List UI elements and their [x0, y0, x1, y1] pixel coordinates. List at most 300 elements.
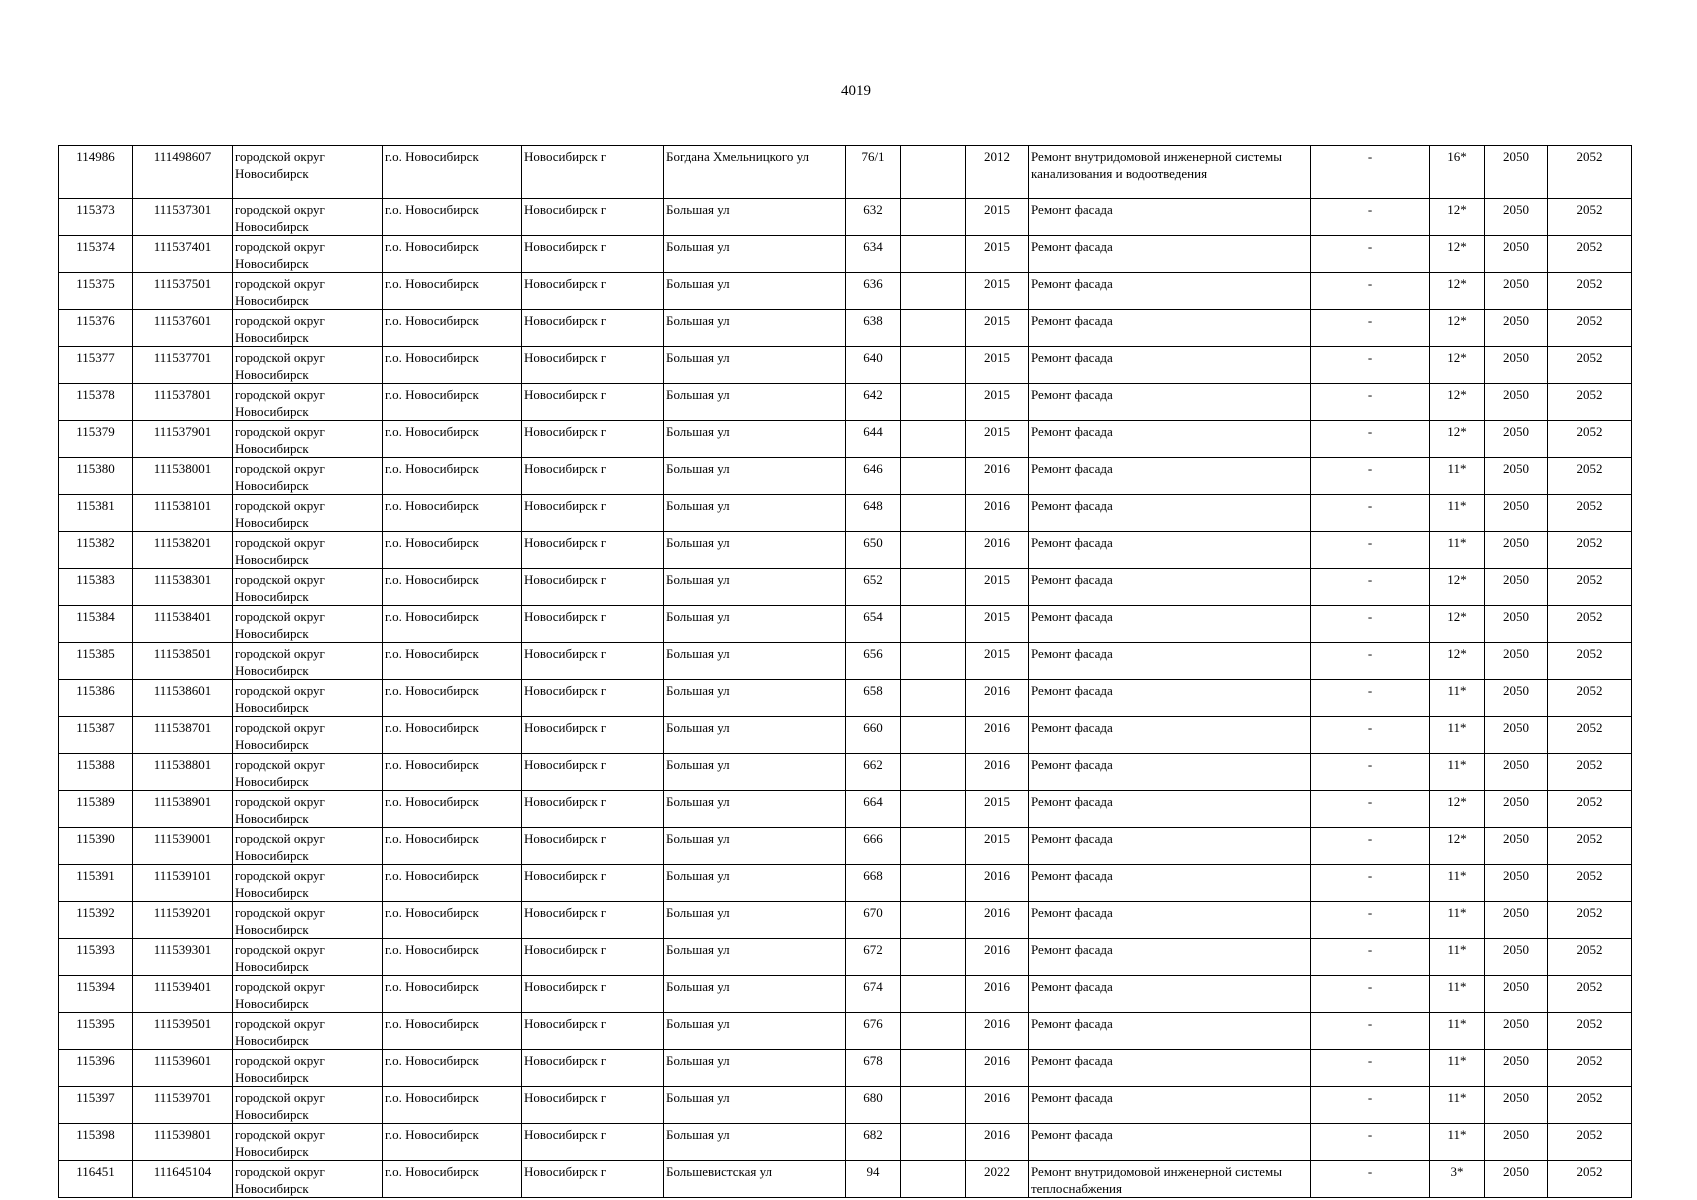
cell-house-code: 111539501 [133, 1013, 233, 1050]
cell-building [901, 606, 966, 643]
cell-work-type: Ремонт фасада [1029, 828, 1311, 865]
cell-building [901, 717, 966, 754]
cell-street: Большая ул [664, 976, 846, 1013]
cell-dash: - [1311, 865, 1430, 902]
cell-house-number: 650 [846, 532, 901, 569]
cell-district: г.о. Новосибирск [383, 1124, 522, 1161]
cell-street: Большая ул [664, 569, 846, 606]
cell-start-year: 2050 [1485, 458, 1548, 495]
cell-year: 2016 [966, 495, 1029, 532]
table-row [59, 236, 1632, 273]
cell-district: г.о. Новосибирск [383, 569, 522, 606]
table-row [59, 865, 1632, 902]
cell-building [901, 754, 966, 791]
cell-building [901, 643, 966, 680]
cell-record-id: 115377 [59, 347, 133, 384]
cell-term: 11* [1430, 976, 1485, 1013]
cell-house-code: 111538801 [133, 754, 233, 791]
cell-end-year: 2052 [1548, 828, 1632, 865]
cell-term: 11* [1430, 680, 1485, 717]
cell-end-year: 2052 [1548, 532, 1632, 569]
cell-term: 12* [1430, 384, 1485, 421]
cell-end-year: 2052 [1548, 236, 1632, 273]
cell-work-type: Ремонт фасада [1029, 680, 1311, 717]
cell-street: Большая ул [664, 865, 846, 902]
cell-record-id: 115395 [59, 1013, 133, 1050]
cell-municipality: городской округ Новосибирск [233, 865, 383, 902]
cell-start-year: 2050 [1485, 902, 1548, 939]
cell-municipality: городской округ Новосибирск [233, 902, 383, 939]
cell-start-year: 2050 [1485, 421, 1548, 458]
cell-record-id: 115373 [59, 199, 133, 236]
cell-municipality: городской округ Новосибирск [233, 754, 383, 791]
cell-building [901, 939, 966, 976]
cell-start-year: 2050 [1485, 828, 1548, 865]
cell-building [901, 199, 966, 236]
cell-house-number: 676 [846, 1013, 901, 1050]
cell-end-year: 2052 [1548, 791, 1632, 828]
cell-term: 11* [1430, 939, 1485, 976]
cell-year: 2016 [966, 976, 1029, 1013]
cell-house-code: 111538301 [133, 569, 233, 606]
cell-start-year: 2050 [1485, 865, 1548, 902]
cell-municipality: городской округ Новосибирск [233, 347, 383, 384]
cell-dash: - [1311, 791, 1430, 828]
cell-house-code: 111538401 [133, 606, 233, 643]
cell-work-type: Ремонт фасада [1029, 532, 1311, 569]
cell-start-year: 2050 [1485, 146, 1548, 199]
cell-end-year: 2052 [1548, 902, 1632, 939]
cell-street: Большая ул [664, 754, 846, 791]
cell-district: г.о. Новосибирск [383, 1013, 522, 1050]
cell-house-code: 111537701 [133, 347, 233, 384]
cell-house-number: 670 [846, 902, 901, 939]
cell-dash: - [1311, 458, 1430, 495]
table-row [59, 976, 1632, 1013]
cell-year: 2015 [966, 310, 1029, 347]
cell-end-year: 2052 [1548, 347, 1632, 384]
cell-record-id: 115389 [59, 791, 133, 828]
cell-term: 11* [1430, 1124, 1485, 1161]
cell-record-id: 115384 [59, 606, 133, 643]
cell-municipality: городской округ Новосибирск [233, 532, 383, 569]
cell-building [901, 384, 966, 421]
cell-work-type: Ремонт фасада [1029, 273, 1311, 310]
cell-house-number: 76/1 [846, 146, 901, 199]
cell-start-year: 2050 [1485, 754, 1548, 791]
cell-district: г.о. Новосибирск [383, 680, 522, 717]
cell-work-type: Ремонт фасада [1029, 199, 1311, 236]
cell-work-type: Ремонт фасада [1029, 717, 1311, 754]
cell-record-id: 115393 [59, 939, 133, 976]
cell-city: Новосибирск г [522, 754, 664, 791]
cell-city: Новосибирск г [522, 384, 664, 421]
cell-street: Большая ул [664, 1087, 846, 1124]
cell-city: Новосибирск г [522, 1161, 664, 1198]
cell-end-year: 2052 [1548, 643, 1632, 680]
cell-record-id: 115383 [59, 569, 133, 606]
cell-year: 2016 [966, 939, 1029, 976]
cell-city: Новосибирск г [522, 939, 664, 976]
cell-start-year: 2050 [1485, 717, 1548, 754]
cell-house-number: 646 [846, 458, 901, 495]
cell-dash: - [1311, 754, 1430, 791]
cell-term: 12* [1430, 606, 1485, 643]
cell-record-id: 115385 [59, 643, 133, 680]
cell-year: 2015 [966, 421, 1029, 458]
cell-end-year: 2052 [1548, 273, 1632, 310]
cell-year: 2015 [966, 236, 1029, 273]
cell-record-id: 115375 [59, 273, 133, 310]
cell-city: Новосибирск г [522, 1087, 664, 1124]
cell-building [901, 421, 966, 458]
cell-street: Большая ул [664, 1013, 846, 1050]
cell-start-year: 2050 [1485, 495, 1548, 532]
table-row [59, 146, 1632, 199]
cell-house-number: 652 [846, 569, 901, 606]
cell-city: Новосибирск г [522, 828, 664, 865]
cell-term: 12* [1430, 569, 1485, 606]
cell-year: 2016 [966, 680, 1029, 717]
cell-term: 11* [1430, 1087, 1485, 1124]
cell-building [901, 347, 966, 384]
cell-city: Новосибирск г [522, 902, 664, 939]
cell-record-id: 115380 [59, 458, 133, 495]
cell-start-year: 2050 [1485, 569, 1548, 606]
cell-dash: - [1311, 680, 1430, 717]
cell-record-id: 115391 [59, 865, 133, 902]
cell-end-year: 2052 [1548, 146, 1632, 199]
cell-street: Большая ул [664, 717, 846, 754]
cell-year: 2016 [966, 1050, 1029, 1087]
cell-building [901, 1124, 966, 1161]
cell-house-code: 111538001 [133, 458, 233, 495]
cell-start-year: 2050 [1485, 1050, 1548, 1087]
cell-end-year: 2052 [1548, 939, 1632, 976]
cell-city: Новосибирск г [522, 347, 664, 384]
cell-municipality: городской округ Новосибирск [233, 236, 383, 273]
cell-term: 12* [1430, 828, 1485, 865]
cell-building [901, 532, 966, 569]
cell-dash: - [1311, 569, 1430, 606]
cell-work-type: Ремонт фасада [1029, 902, 1311, 939]
cell-building [901, 865, 966, 902]
cell-house-number: 640 [846, 347, 901, 384]
cell-district: г.о. Новосибирск [383, 939, 522, 976]
cell-record-id: 115388 [59, 754, 133, 791]
cell-district: г.о. Новосибирск [383, 828, 522, 865]
cell-city: Новосибирск г [522, 976, 664, 1013]
cell-end-year: 2052 [1548, 310, 1632, 347]
cell-end-year: 2052 [1548, 865, 1632, 902]
cell-work-type: Ремонт фасада [1029, 865, 1311, 902]
cell-building [901, 680, 966, 717]
cell-work-type: Ремонт фасада [1029, 458, 1311, 495]
cell-dash: - [1311, 236, 1430, 273]
cell-dash: - [1311, 310, 1430, 347]
cell-dash: - [1311, 606, 1430, 643]
cell-municipality: городской округ Новосибирск [233, 384, 383, 421]
cell-street: Большая ул [664, 939, 846, 976]
table-row [59, 1124, 1632, 1161]
cell-city: Новосибирск г [522, 495, 664, 532]
cell-term: 11* [1430, 865, 1485, 902]
cell-term: 11* [1430, 1013, 1485, 1050]
cell-house-number: 678 [846, 1050, 901, 1087]
table-row [59, 1050, 1632, 1087]
cell-work-type: Ремонт фасада [1029, 606, 1311, 643]
cell-work-type: Ремонт фасада [1029, 421, 1311, 458]
cell-dash: - [1311, 1124, 1430, 1161]
cell-dash: - [1311, 199, 1430, 236]
cell-term: 11* [1430, 902, 1485, 939]
table-row [59, 1013, 1632, 1050]
cell-city: Новосибирск г [522, 1013, 664, 1050]
table-row [59, 273, 1632, 310]
cell-end-year: 2052 [1548, 495, 1632, 532]
cell-dash: - [1311, 717, 1430, 754]
cell-city: Новосибирск г [522, 458, 664, 495]
table-row [59, 569, 1632, 606]
cell-municipality: городской округ Новосибирск [233, 1013, 383, 1050]
cell-end-year: 2052 [1548, 384, 1632, 421]
cell-house-code: 111538701 [133, 717, 233, 754]
cell-end-year: 2052 [1548, 1124, 1632, 1161]
cell-house-code: 111538201 [133, 532, 233, 569]
table-row [59, 902, 1632, 939]
cell-house-code: 111539601 [133, 1050, 233, 1087]
cell-work-type: Ремонт фасада [1029, 643, 1311, 680]
cell-building [901, 1050, 966, 1087]
cell-district: г.о. Новосибирск [383, 458, 522, 495]
cell-work-type: Ремонт фасада [1029, 1124, 1311, 1161]
table-row [59, 532, 1632, 569]
cell-district: г.о. Новосибирск [383, 1050, 522, 1087]
cell-municipality: городской округ Новосибирск [233, 1124, 383, 1161]
cell-city: Новосибирск г [522, 236, 664, 273]
cell-year: 2015 [966, 643, 1029, 680]
cell-term: 12* [1430, 643, 1485, 680]
cell-term: 11* [1430, 458, 1485, 495]
cell-end-year: 2052 [1548, 458, 1632, 495]
cell-term: 12* [1430, 236, 1485, 273]
cell-municipality: городской округ Новосибирск [233, 717, 383, 754]
cell-street: Большая ул [664, 902, 846, 939]
cell-start-year: 2050 [1485, 1087, 1548, 1124]
cell-dash: - [1311, 532, 1430, 569]
cell-city: Новосибирск г [522, 1050, 664, 1087]
cell-municipality: городской округ Новосибирск [233, 146, 383, 199]
cell-district: г.о. Новосибирск [383, 532, 522, 569]
cell-record-id: 114986 [59, 146, 133, 199]
cell-dash: - [1311, 643, 1430, 680]
cell-record-id: 115396 [59, 1050, 133, 1087]
cell-term: 12* [1430, 347, 1485, 384]
cell-record-id: 115397 [59, 1087, 133, 1124]
cell-municipality: городской округ Новосибирск [233, 643, 383, 680]
cell-building [901, 1161, 966, 1198]
cell-term: 12* [1430, 199, 1485, 236]
cell-term: 16* [1430, 146, 1485, 199]
cell-year: 2016 [966, 754, 1029, 791]
cell-house-code: 111539801 [133, 1124, 233, 1161]
table-row [59, 717, 1632, 754]
cell-street: Большая ул [664, 236, 846, 273]
table-row [59, 421, 1632, 458]
table-row [59, 458, 1632, 495]
cell-end-year: 2052 [1548, 754, 1632, 791]
cell-house-number: 94 [846, 1161, 901, 1198]
cell-term: 11* [1430, 532, 1485, 569]
table-row [59, 643, 1632, 680]
cell-work-type: Ремонт внутридомовой инженерной системы канализования и водоотведения [1029, 146, 1311, 199]
table-row [59, 606, 1632, 643]
cell-work-type: Ремонт фасада [1029, 236, 1311, 273]
cell-start-year: 2050 [1485, 680, 1548, 717]
cell-city: Новосибирск г [522, 532, 664, 569]
cell-start-year: 2050 [1485, 532, 1548, 569]
cell-dash: - [1311, 1087, 1430, 1124]
cell-dash: - [1311, 976, 1430, 1013]
cell-record-id: 116451 [59, 1161, 133, 1198]
cell-house-code: 111645104 [133, 1161, 233, 1198]
table-row [59, 791, 1632, 828]
cell-building [901, 1087, 966, 1124]
cell-dash: - [1311, 1050, 1430, 1087]
cell-street: Большая ул [664, 1050, 846, 1087]
cell-dash: - [1311, 273, 1430, 310]
cell-building [901, 828, 966, 865]
table-row [59, 310, 1632, 347]
cell-start-year: 2050 [1485, 199, 1548, 236]
cell-house-code: 111537901 [133, 421, 233, 458]
cell-house-code: 111539701 [133, 1087, 233, 1124]
cell-district: г.о. Новосибирск [383, 236, 522, 273]
cell-house-code: 111539101 [133, 865, 233, 902]
cell-year: 2015 [966, 384, 1029, 421]
cell-year: 2015 [966, 791, 1029, 828]
cell-city: Новосибирск г [522, 643, 664, 680]
cell-municipality: городской округ Новосибирск [233, 421, 383, 458]
cell-municipality: городской округ Новосибирск [233, 310, 383, 347]
cell-dash: - [1311, 495, 1430, 532]
cell-work-type: Ремонт фасада [1029, 495, 1311, 532]
cell-district: г.о. Новосибирск [383, 384, 522, 421]
cell-year: 2016 [966, 1087, 1029, 1124]
cell-city: Новосибирск г [522, 791, 664, 828]
cell-city: Новосибирск г [522, 310, 664, 347]
table-row [59, 1161, 1632, 1198]
cell-house-number: 638 [846, 310, 901, 347]
cell-building [901, 310, 966, 347]
cell-house-number: 636 [846, 273, 901, 310]
register-table-body [59, 146, 1632, 1198]
table-row [59, 347, 1632, 384]
cell-street: Большая ул [664, 532, 846, 569]
cell-year: 2016 [966, 717, 1029, 754]
cell-district: г.о. Новосибирск [383, 643, 522, 680]
cell-record-id: 115382 [59, 532, 133, 569]
cell-record-id: 115374 [59, 236, 133, 273]
table-row [59, 384, 1632, 421]
cell-house-number: 674 [846, 976, 901, 1013]
cell-house-number: 662 [846, 754, 901, 791]
cell-end-year: 2052 [1548, 976, 1632, 1013]
cell-house-code: 111539401 [133, 976, 233, 1013]
register-table [58, 145, 1632, 1198]
cell-year: 2016 [966, 1124, 1029, 1161]
cell-start-year: 2050 [1485, 384, 1548, 421]
cell-municipality: городской округ Новосибирск [233, 939, 383, 976]
cell-district: г.о. Новосибирск [383, 865, 522, 902]
cell-house-number: 680 [846, 1087, 901, 1124]
cell-start-year: 2050 [1485, 310, 1548, 347]
cell-year: 2012 [966, 146, 1029, 199]
cell-municipality: городской округ Новосибирск [233, 273, 383, 310]
cell-house-code: 111537601 [133, 310, 233, 347]
cell-record-id: 115390 [59, 828, 133, 865]
cell-street: Большая ул [664, 458, 846, 495]
cell-house-number: 682 [846, 1124, 901, 1161]
cell-house-number: 668 [846, 865, 901, 902]
cell-building [901, 902, 966, 939]
cell-year: 2015 [966, 347, 1029, 384]
cell-municipality: городской округ Новосибирск [233, 495, 383, 532]
cell-term: 11* [1430, 495, 1485, 532]
cell-street: Большая ул [664, 606, 846, 643]
cell-work-type: Ремонт фасада [1029, 1013, 1311, 1050]
cell-end-year: 2052 [1548, 606, 1632, 643]
cell-year: 2016 [966, 458, 1029, 495]
cell-term: 3* [1430, 1161, 1485, 1198]
cell-work-type: Ремонт фасада [1029, 310, 1311, 347]
cell-dash: - [1311, 1161, 1430, 1198]
cell-start-year: 2050 [1485, 1161, 1548, 1198]
cell-district: г.о. Новосибирск [383, 717, 522, 754]
cell-city: Новосибирск г [522, 680, 664, 717]
cell-record-id: 115381 [59, 495, 133, 532]
cell-building [901, 976, 966, 1013]
cell-house-number: 648 [846, 495, 901, 532]
cell-dash: - [1311, 828, 1430, 865]
cell-dash: - [1311, 384, 1430, 421]
cell-start-year: 2050 [1485, 976, 1548, 1013]
cell-start-year: 2050 [1485, 236, 1548, 273]
cell-end-year: 2052 [1548, 199, 1632, 236]
cell-district: г.о. Новосибирск [383, 495, 522, 532]
cell-year: 2015 [966, 199, 1029, 236]
cell-district: г.о. Новосибирск [383, 754, 522, 791]
cell-work-type: Ремонт внутридомовой инженерной системы теплоснабжения [1029, 1161, 1311, 1198]
cell-district: г.о. Новосибирск [383, 1161, 522, 1198]
cell-house-number: 664 [846, 791, 901, 828]
cell-city: Новосибирск г [522, 606, 664, 643]
cell-municipality: городской округ Новосибирск [233, 1161, 383, 1198]
cell-district: г.о. Новосибирск [383, 902, 522, 939]
cell-start-year: 2050 [1485, 1124, 1548, 1161]
cell-municipality: городской округ Новосибирск [233, 458, 383, 495]
cell-house-code: 111538501 [133, 643, 233, 680]
cell-municipality: городской округ Новосибирск [233, 199, 383, 236]
cell-year: 2016 [966, 902, 1029, 939]
cell-record-id: 115394 [59, 976, 133, 1013]
cell-street: Большая ул [664, 421, 846, 458]
cell-start-year: 2050 [1485, 273, 1548, 310]
cell-house-number: 672 [846, 939, 901, 976]
cell-street: Большая ул [664, 199, 846, 236]
cell-record-id: 115378 [59, 384, 133, 421]
cell-house-number: 642 [846, 384, 901, 421]
